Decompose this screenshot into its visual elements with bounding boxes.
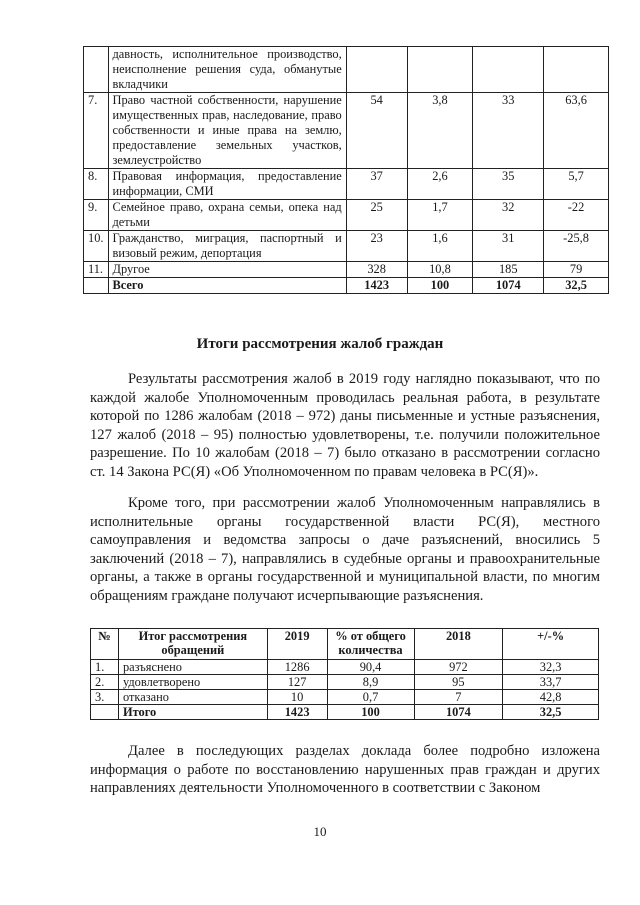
cell-2018: 33 [473, 93, 544, 169]
row-number: 8. [84, 169, 109, 200]
cell-2019: 10 [267, 690, 327, 705]
cell-change: 5,7 [544, 169, 609, 200]
row-number [84, 278, 109, 294]
paragraph-results: Результаты рассмотрения жалоб в 2019 году наглядно показывают, что по каждой жалобе Уполномоченным проводилась реальная работа, в результате которой по 1286 жалобам (2018 – 972) даны письменные и устные разъяснения, 127 жалоб (2018 – 95) полностью удовлетворены, т.е. получили положительное разрешение. По 10 жалобам (2018 – 7) было отказано в рассмотрении согласно ст. 14 Закона РС(Я) «Об Уполномоченном по правам человека в РС(Я)». [90, 371, 600, 480]
cell-2018: 972 [414, 660, 503, 675]
cell-percent: 90,4 [327, 660, 414, 675]
row-label: отказано [118, 690, 267, 705]
total-label: Всего [108, 278, 346, 294]
row-number: 9. [84, 200, 109, 231]
header-change: +/-% [503, 629, 599, 660]
cell-2019: 25 [346, 200, 407, 231]
cell-2018: 31 [473, 231, 544, 262]
cell-change: 79 [544, 262, 609, 278]
cell-2018: 7 [414, 690, 503, 705]
cell-percent: 8,9 [327, 675, 414, 690]
header-number: № [91, 629, 119, 660]
paragraph-additional: Кроме того, при рассмотрении жалоб Уполномоченным направлялись в исполнительные органы государственной власти РС(Я), местного самоуправления и ведомства запросы о даче разъяснений, вносились 5 заключений (2018 – 7), направлялись в судебные органы и правоохранительные органы, а также в органы государственной и муниципальной власти, по многим обращениям граждане получают исчерпывающие разъяснения. [90, 495, 600, 604]
total-row [84, 278, 609, 294]
row-label: разъяснено [118, 660, 267, 675]
cell-change [544, 47, 609, 93]
cell-2019: 127 [267, 675, 327, 690]
row-topic: Гражданство, миграция, паспортный и визовый режим, депортация [108, 231, 346, 262]
table-row [84, 200, 609, 231]
table-header-row [91, 629, 599, 660]
cell-2019 [346, 47, 407, 93]
table-row [91, 675, 599, 690]
row-number: 3. [91, 690, 119, 705]
cell-percent [407, 47, 473, 93]
total-2018: 1074 [473, 278, 544, 294]
header-percent: % от общего количества [327, 629, 414, 660]
total-2019: 1423 [346, 278, 407, 294]
row-number [84, 47, 109, 93]
cell-change: -22 [544, 200, 609, 231]
cell-2018: 95 [414, 675, 503, 690]
total-label: Итого [118, 705, 267, 720]
header-2019: 2019 [267, 629, 327, 660]
row-topic: Семейное право, охрана семьи, опека над детьми [108, 200, 346, 231]
total-row [91, 705, 599, 720]
row-number: 1. [91, 660, 119, 675]
cell-2018: 185 [473, 262, 544, 278]
row-topic: давность, исполнительное производство, неисполнение решения суда, обманутые вкладчики [108, 47, 346, 93]
table-row [84, 231, 609, 262]
row-topic: Другое [108, 262, 346, 278]
row-number: 2. [91, 675, 119, 690]
paragraph-further: Далее в последующих разделах доклада более подробно изложена информация о работе по восстановлению нарушенных прав граждан и других направлениях деятельности Уполномоченного в соответствии с Законом [90, 743, 600, 797]
cell-2019: 23 [346, 231, 407, 262]
cell-percent: 2,6 [407, 169, 473, 200]
row-label: удовлетворено [118, 675, 267, 690]
table-row [91, 690, 599, 705]
row-number: 11. [84, 262, 109, 278]
row-topic: Право частной собственности, нарушение имущественных прав, наследование, право собственности и иные права на землю, предоставление земельных участков, землеустройство [108, 93, 346, 169]
table-row [84, 47, 609, 93]
cell-percent: 0,7 [327, 690, 414, 705]
total-2018: 1074 [414, 705, 503, 720]
total-2019: 1423 [267, 705, 327, 720]
cell-percent: 10,8 [407, 262, 473, 278]
cell-percent: 1,6 [407, 231, 473, 262]
total-percent: 100 [407, 278, 473, 294]
table-row [84, 93, 609, 169]
cell-change: 42,8 [503, 690, 599, 705]
total-change: 32,5 [544, 278, 609, 294]
header-result: Итог рассмотрения обращений [118, 629, 267, 660]
row-number: 7. [84, 93, 109, 169]
cell-2018: 32 [473, 200, 544, 231]
cell-percent: 3,8 [407, 93, 473, 169]
cell-change: 63,6 [544, 93, 609, 169]
cell-2019: 1286 [267, 660, 327, 675]
cell-percent: 1,7 [407, 200, 473, 231]
header-2018: 2018 [414, 629, 503, 660]
total-percent: 100 [327, 705, 414, 720]
complaints-by-topic-table [83, 46, 609, 294]
table-row [91, 660, 599, 675]
cell-change: 32,3 [503, 660, 599, 675]
cell-2019: 54 [346, 93, 407, 169]
table-row [84, 262, 609, 278]
table-row [84, 169, 609, 200]
cell-2018 [473, 47, 544, 93]
page-number: 10 [313, 824, 327, 839]
row-topic: Правовая информация, предоставление информации, СМИ [108, 169, 346, 200]
cell-2019: 328 [346, 262, 407, 278]
cell-change: -25,8 [544, 231, 609, 262]
section-heading: Итоги рассмотрения жалоб граждан [196, 336, 444, 352]
cell-2019: 37 [346, 169, 407, 200]
total-change: 32,5 [503, 705, 599, 720]
row-number [91, 705, 119, 720]
cell-2018: 35 [473, 169, 544, 200]
cell-change: 33,7 [503, 675, 599, 690]
results-table [90, 628, 599, 720]
row-number: 10. [84, 231, 109, 262]
